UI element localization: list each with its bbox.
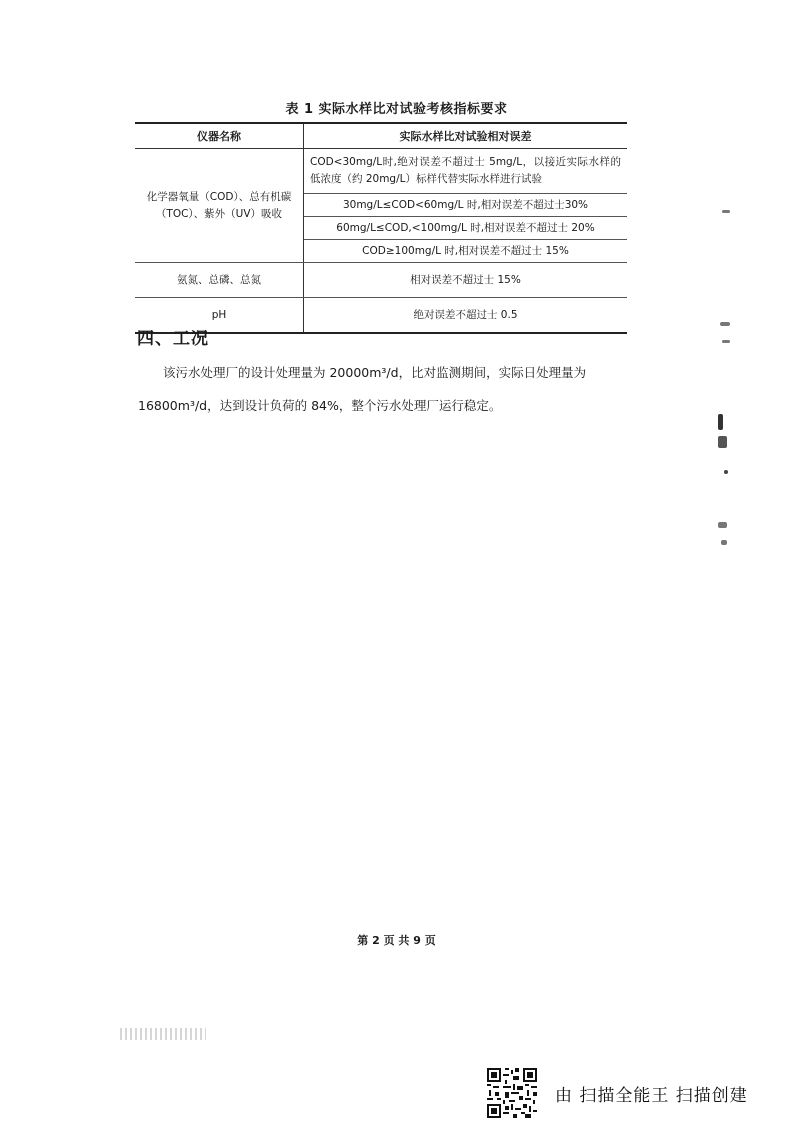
requirements-table — [135, 122, 627, 334]
body-paragraph: 该污水处理厂的设计处理量为 20000m³/d，比对监测期间，实际日处理量为 16800m³/d，达到设计负荷的 84%，整个污水处理厂运行稳定。 — [138, 365, 587, 413]
scan-artifact — [721, 540, 727, 545]
scan-smudge — [120, 1028, 206, 1040]
watermark-text: 由 扫描全能王 扫描创建 — [555, 1085, 748, 1106]
criteria-cell: COD<30mg/L时,绝对误差不超过士 5mg/L，以接近实际水样的低浓度（约 20mg/L）标样代替实际水样进行试验 — [304, 149, 628, 194]
header-instrument: 仪器名称 — [135, 123, 304, 149]
criteria-cell: 绝对误差不超过士 0.5 — [304, 298, 628, 334]
scan-artifact — [720, 322, 730, 326]
scan-artifact — [718, 522, 727, 528]
criteria-cell: 60mg/L≤COD,<100mg/L 时,相对误差不超过士 20% — [304, 217, 628, 240]
header-error: 实际水样比对试验相对误差 — [304, 123, 628, 149]
table-row — [135, 149, 627, 194]
instrument-cod-cell: 化学器氧量（COD）、总有机碳（TOC）、紫外（UV）吸收 — [135, 149, 304, 263]
page-footer: 第 2 页 共 9 页 — [357, 934, 436, 947]
table-header-row — [135, 123, 627, 149]
qr-code-icon — [487, 1068, 537, 1118]
table-row — [135, 263, 627, 298]
scan-artifact — [724, 470, 728, 474]
scan-artifact — [722, 340, 730, 343]
scan-artifact — [718, 414, 723, 430]
table-title: 表 1 实际水样比对试验考核指标要求 — [285, 102, 508, 117]
instrument-ph-cell: pH — [135, 298, 304, 334]
instrument-nutrients-cell: 氨氮、总磷、总氮 — [135, 263, 304, 298]
scanner-watermark — [487, 1068, 748, 1118]
scan-artifact — [718, 436, 727, 448]
criteria-cell: 30mg/L≤COD<60mg/L 时,相对误差不超过士30% — [304, 194, 628, 217]
section-heading: 四、工况 — [137, 329, 209, 349]
scan-artifact — [722, 210, 730, 213]
criteria-cell: COD≥100mg/L 时,相对误差不超过士 15% — [304, 240, 628, 263]
criteria-cell: 相对误差不超过士 15% — [304, 263, 628, 298]
